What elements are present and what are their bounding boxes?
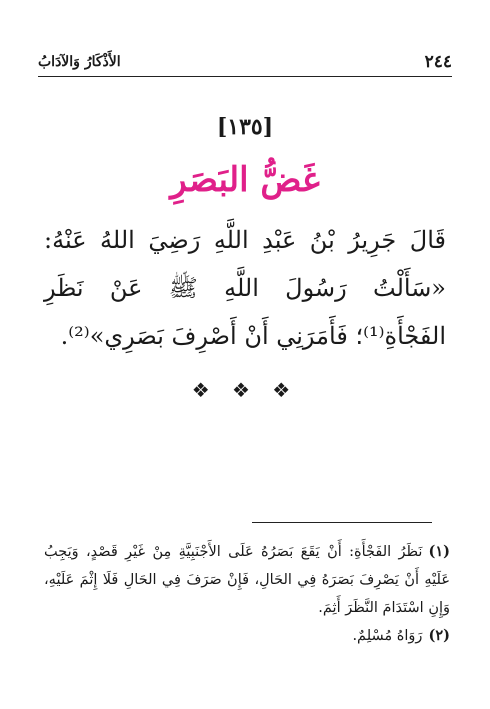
running-title: الأَذْكَارُ وَالآدَابُ — [38, 54, 121, 70]
footnote-1 — [44, 538, 450, 622]
hadith-text: قَالَ جَرِيرُ بْنُ عَبْدِ اللَّهِ رَضِيَ اللهُ عَنْهُ: «سَأَلْتُ رَسُولَ اللَّهِ ﷺ عَنْ نَظَرِ الفَجْأَةِ⁽¹⁾؛ فَأَمَرَنِي أَنْ أَصْرِفَ بَصَرِي»⁽²⁾. — [44, 226, 446, 350]
hadith-number: [١٣٥] — [216, 114, 274, 140]
footnotes — [44, 538, 450, 650]
page-number: ٢٤٤ — [424, 52, 452, 72]
footnote-text: نَظَرُ الفَجْأَةِ: أَنْ يَقَعَ بَصَرُهُ عَلَى الأَجْنَبِيَّةِ مِنْ غَيْرِ قَصْدٍ، وَيَجِبُ عَلَيْهِ أَنْ يَصْرِفَ بَصَرَهُ فِي الحَالِ، فَإِنْ صَرَفَ فِي الحَالِ فَلَا إِثْمَ عَلَيْهِ، وَإِنِ اسْتَدَامَ النَّظَرَ أَثِمَ. — [44, 544, 450, 616]
section-separator: ❖ ❖ ❖ — [191, 378, 299, 402]
chapter-title: غَضُّ البَصَرِ — [170, 160, 320, 200]
footnote-number: (٢) — [428, 627, 450, 644]
footnote-2 — [44, 622, 450, 650]
footnote-text: رَوَاهُ مُسْلِمٌ. — [352, 628, 423, 644]
footnote-divider — [252, 522, 432, 523]
page-header — [38, 48, 452, 77]
footnote-number: (١) — [428, 543, 450, 560]
